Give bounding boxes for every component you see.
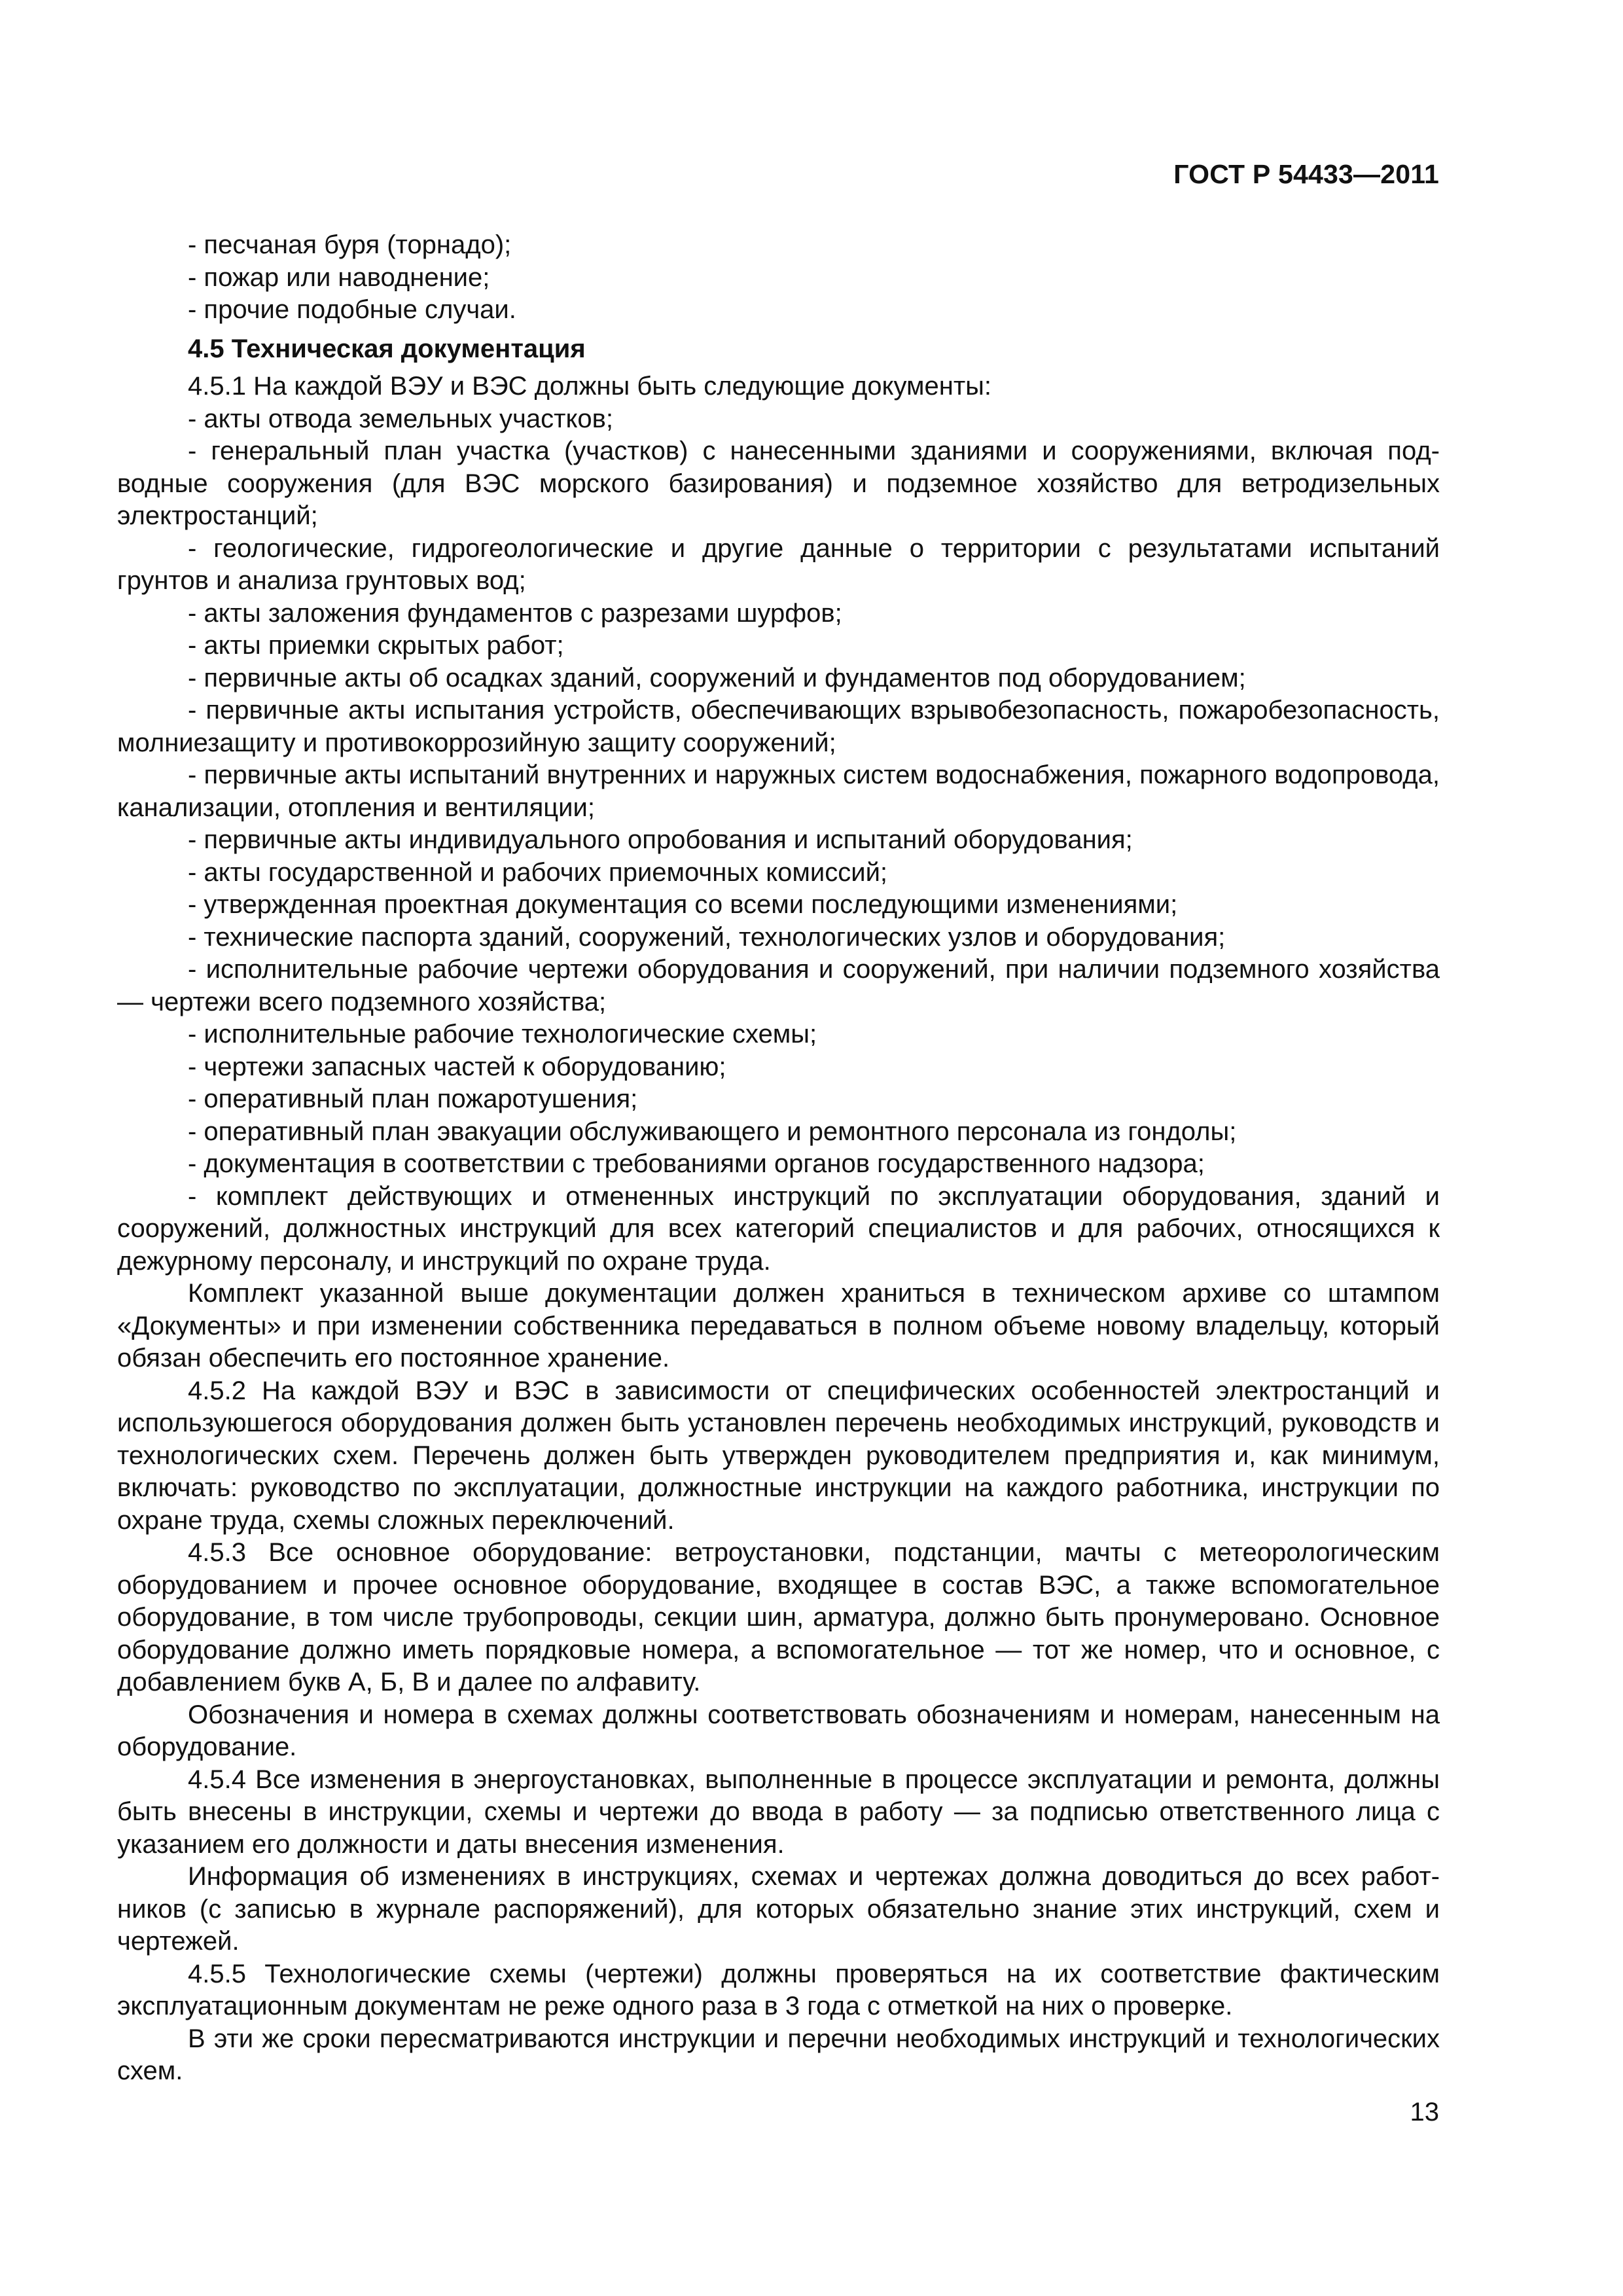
list-item: - оперативный план пожаротушения; bbox=[188, 1085, 638, 1113]
list-item: - исполнительные рабочие чертежи оборудования и сооружений, при наличии подземного хозяйства — чертежи всего подземного хозяйства; bbox=[117, 955, 1440, 1016]
list-item: - прочие подобные случаи. bbox=[188, 295, 516, 324]
list-item: - акты государственной и рабочих приемочных комиссий; bbox=[188, 857, 888, 887]
list-item: - первичные акты испытания устройств, обеспечивающих взрывобезопасность, пожаробезопасность, молниезащиту и противокоррозийную защиту сооружений; bbox=[117, 696, 1440, 757]
list-item: - оперативный план эвакуации обслуживающего и ремонтного персонала из гондолы; bbox=[188, 1117, 1237, 1146]
paragraph: 4.5.1 На каждой ВЭУ и ВЭС должны быть следующие документы: bbox=[188, 372, 992, 401]
list-item: - утвержденная проектная документация со всеми последующими изменениями; bbox=[188, 890, 1178, 919]
list-item: - песчаная буря (торнадо); bbox=[188, 230, 512, 259]
list-item: - технические паспорта зданий, сооружений, технологических узлов и оборудования; bbox=[188, 922, 1226, 952]
list-item: - генеральный план участка (участков) с нанесенными зданиями и сооружениями, включая подводные сооружения (для ВЭС морского базирования) и подземное хозяйство для ветродизельных электростанций; bbox=[117, 437, 1440, 530]
paragraph: 4.5.4 Все изменения в энергоустановках, выполненные в процессе эксплуатации и ремонта, должны быть внесены в инструкции, схемы и чертежи до ввода в работу — за подписью ответственного лица с указанием его должности и даты внесения изменения. bbox=[117, 1765, 1440, 1859]
list-item: - комплект действующих и отмененных инструкций по эксплуатации оборудования, зданий и сооружений, должностных инструкций для всех категорий специалистов и для рабочих, относящихся к дежурному персоналу, и инструкций по охране труда. bbox=[117, 1181, 1440, 1276]
paragraph: Комплект указанной выше документации должен храниться в техническом архиве со штампом «Документы» и при изменении собственника передаваться в полном объеме новому владельцу, который обязан обеспечить его постоянное хранение. bbox=[117, 1279, 1440, 1372]
paragraph: Информация об изменениях в инструкциях, схемах и чертежах должна доводиться до всех работников (с записью в журнале распоряжений), для которых обязательно знание этих инструкций, схем и чертежей. bbox=[117, 1862, 1440, 1956]
list-item: - первичные акты индивидуального опробования и испытаний оборудования; bbox=[188, 825, 1133, 854]
list-item: - геологические, гидрогеологические и другие данные о территории с результатами испытаний грунтов и анализа грунтовых вод; bbox=[117, 533, 1440, 595]
list-item: - акты приемки скрытых работ; bbox=[188, 631, 564, 660]
list-item: - акты отвода земельных участков; bbox=[188, 404, 614, 433]
list-item: - чертежи запасных частей к оборудованию; bbox=[188, 1052, 726, 1081]
list-item: - первичные акты испытаний внутренних и наружных систем водоснабжения, пожарного водопровода, канализации, отопления и вентиляции; bbox=[117, 761, 1440, 822]
list-item: - первичные акты об осадках зданий, сооружений и фундаментов под оборудованием; bbox=[188, 663, 1246, 692]
section-heading: 4.5 Техническая документация bbox=[188, 334, 586, 363]
paragraph: Обозначения и номера в схемах должны соответствовать обозначениям и номерам, нанесенным на оборудование. bbox=[117, 1700, 1440, 1761]
paragraph: В эти же сроки пересматриваются инструкции и перечни необходимых инструкций и технологических схем. bbox=[117, 2024, 1440, 2085]
paragraph: 4.5.2 На каждой ВЭУ и ВЭС в зависимости от специфических особенностей электростанций и используюшегося оборудования должен быть установлен перечень необходимых инструкций, руководств и технологических схем. Перечень должен быть утвержден руководителем предприятия и, как минимум, включать: руководство по эксплуатации, должностные инструкции на каждого работника, инструкции по охране труда, схемы сложных переключений. bbox=[117, 1376, 1440, 1535]
paragraph: 4.5.5 Технологические схемы (чертежи) должны проверяться на их соответствие фактическим эксплуатационным документам не реже одного раза в 3 года с отметкой на них о проверке. bbox=[117, 1959, 1440, 2020]
document-number-header: ГОСТ Р 54433—2011 bbox=[1173, 159, 1439, 189]
list-item: - документация в соответствии с требованиями органов государственного надзора; bbox=[188, 1149, 1205, 1178]
list-item: - акты заложения фундаментов с разрезами шурфов; bbox=[188, 598, 842, 628]
list-item: - пожар или наводнение; bbox=[188, 262, 490, 292]
list-item: - исполнительные рабочие технологические схемы; bbox=[188, 1020, 817, 1049]
paragraph: 4.5.3 Все основное оборудование: ветроустановки, подстанции, мачты с метеорологическим оборудованием и прочее основное оборудование, входящее в состав ВЭС, а также вспомогательное оборудование, в том числе трубопроводы, секции шин, арматура, должно быть пронумеровано. Основное оборудование должно иметь порядковые номера, а вспомогательное — тот же номер, что и основное, с добавлением букв А, Б, В и далее по алфавиту. bbox=[117, 1538, 1440, 1696]
document-body bbox=[117, 229, 1440, 2088]
page-number: 13 bbox=[1410, 2098, 1439, 2126]
